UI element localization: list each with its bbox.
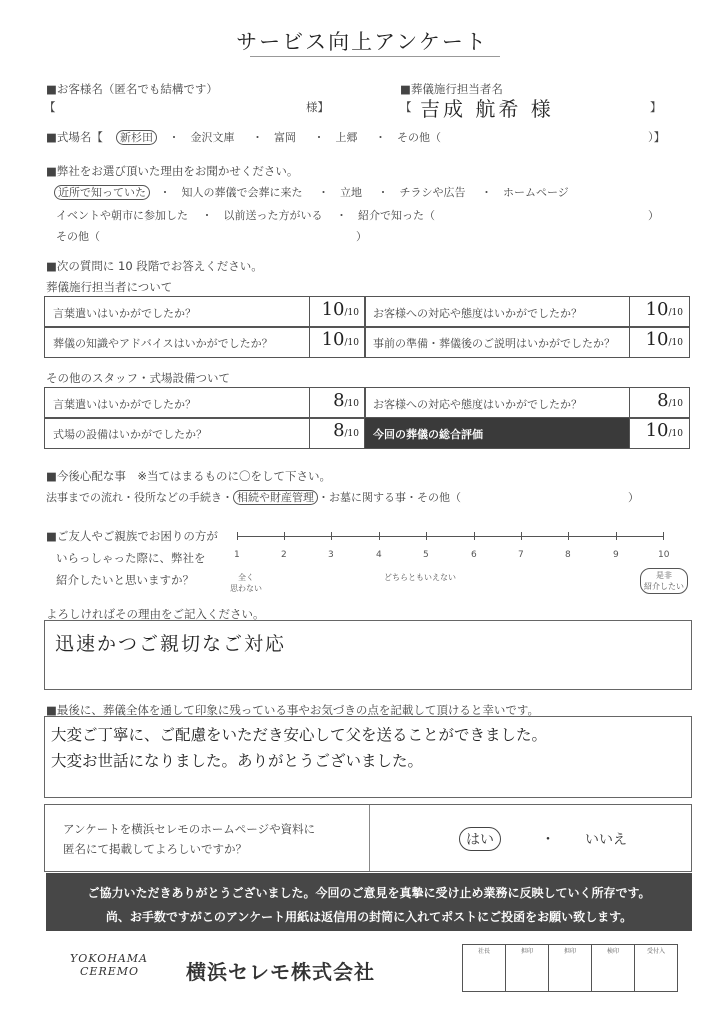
rating-row [44,387,366,419]
concerns-close: ） [628,491,639,504]
rating-score: 8/10 [657,390,683,411]
publish-q2: 匿名にて掲載してよろしいですか？ [63,842,247,856]
concerns-options [46,489,461,505]
hall-option: ・ その他（ [375,131,441,144]
publish-box [44,804,692,872]
scale-low-label: 全く 思わない [230,573,262,593]
reason-option: ・ 紹介で知った（ [336,209,435,222]
reason-option: ・ 立地 [318,186,362,199]
banner-line2: 尚、お手数ですがこのアンケート用紙は返信用の封筒に入れてポストにご投函をお願い致します。 [105,910,633,924]
impression-line2: 大変お世話になりました。ありがとうございました。 [51,752,424,770]
customer-bracket: 【 [44,100,56,114]
rating-question: 葬儀の知識やアドバイスはいかがでしたか？ [53,337,273,350]
recommend-q3: 紹介したいと思いますか？ [56,573,194,587]
reason-option: イベントや朝市に参加した [56,209,188,222]
thanks-banner [46,873,692,931]
publish-no: いいえ [585,832,627,848]
rating-row [364,326,690,358]
reason-box-label: よろしければその理由をご記入ください。 [46,607,265,621]
staff-name: 吉成 航希 様 [420,97,554,121]
rating-question: 言葉遣いはいかがでしたか？ [53,307,196,320]
stamp-box: 社長 [463,945,506,992]
reason-option: ・ チラシや広告 [377,186,466,199]
reason-label: ■弊社をお選び頂いた理由をお聞かせください。 [46,164,299,178]
concern-option: ・お墓に関する事・その他（ [318,491,461,504]
hall-options [116,129,441,145]
reason-option-selected: 近所で知っていた [54,185,150,200]
staff-section-title: 葬儀施行担当者について [46,280,173,294]
customer-sama: 様】 [306,100,329,114]
page-title: サービス向上アンケート [236,30,488,54]
hall-close: ）】 [648,130,666,144]
stamp-boxes [462,944,678,992]
rating-question: 言葉遣いはいかがでしたか？ [53,398,196,411]
reason-box-text: 迅速かつご親切なご対応 [55,633,287,655]
staff-label: ■葬儀施行担当者名 [400,82,503,96]
rating-row [44,326,366,358]
rating-score: 10/10 [321,299,359,320]
stamp-box: 担印 [506,945,549,992]
reason-box [44,620,692,690]
scale-mid-label: どちらともいえない [384,573,456,582]
impression-label: ■最後に、葬儀全体を通して印象に残っている事やお気づきの点を記載して頂けると幸いです。 [46,703,539,717]
rating-question: お客様への対応や態度はいかがでしたか？ [373,307,582,320]
recommend-q1: ■ご友人やご親族でお困りの方が [46,529,218,543]
rating-row-overall [364,417,690,449]
recommend-scale [237,536,663,537]
rating-row [364,387,690,419]
rating-row [364,296,690,328]
overall-score: 10/10 [645,420,683,441]
company-name: 横浜セレモ株式会社 [186,960,375,984]
rating-score: 8/10 [333,420,359,441]
publish-yes-selected: はい [459,827,501,851]
publish-q1: アンケートを横浜セレモのホームページや資料に [63,822,316,836]
banner-line1: ご協力いただきありがとうございました。今回のご意見を真摯に受け止め業務に反映していく所存です。 [87,886,651,900]
reason-line1 [54,184,569,200]
reason-other-close: ） [356,230,367,243]
recommend-scale-numbers: 1 2 3 4 5 6 7 8 9 10 [234,550,670,560]
hall-option: ・ 上郷 [313,131,358,144]
hall-option: ・ 金沢文庫 [168,131,235,144]
stamp-box: 担印 [549,945,592,992]
hall-option: ・ 富岡 [252,131,296,144]
rating-question: 式場の設備はいかがでしたか？ [53,428,207,441]
rating-question: 事前の準備・葬儀後のご説明はいかがでしたか？ [373,337,615,350]
rating-row [44,296,366,328]
rating-score: 10/10 [645,329,683,350]
staff-bracket-close: 】 [650,100,662,114]
other-section-title: その他のスタッフ・式場設備ついて [46,371,230,385]
customer-label: ■お客様名（匿名でも結構です） [46,82,218,96]
reason-option: ・ 知人の葬儀で会葬に来た [159,186,303,199]
concerns-label: ■今後心配な事 ※当てはまるものに〇をして下さい。 [46,469,331,483]
reason-other: その他（ [56,230,100,243]
concern-option: 法事までの流れ・役所などの手続き・ [46,491,233,504]
reason-option: ・ ホームページ [481,186,569,199]
concern-option-selected: 相続や財産管理 [233,490,318,505]
rating-question: お客様への対応や態度はいかがでしたか？ [373,398,582,411]
impression-box [44,716,692,798]
rating-score: 8/10 [333,390,359,411]
reason-option: ・ 以前送った方がいる [201,209,323,222]
impression-line1: 大変ご丁寧に、ご配慮をいただき安心して父を送ることができました。 [51,726,548,744]
reason-line2-close: ） [648,209,659,222]
company-logo: YOKOHAMA CEREMO [70,952,148,978]
staff-bracket-open: 【 [400,100,412,114]
rating-intro: ■次の質問に 10 段階でお答えください。 [46,259,263,273]
overall-question: 今回の葬儀の総合評価 [373,428,483,441]
title-underline [250,56,500,57]
stamp-box: 受付入 [635,945,678,992]
scale-high-label-selected: 是非 紹介したい [640,568,688,594]
hall-option-selected: 新杉田 [116,130,157,145]
rating-score: 10/10 [321,329,359,350]
recommend-q2: いらっしゃった際に、弊社を [56,551,206,565]
stamp-box: 検印 [592,945,635,992]
publish-dot: ・ [541,832,555,848]
hall-label: ■式場名【 [46,130,103,144]
reason-line2 [56,207,435,223]
rating-score: 10/10 [645,299,683,320]
rating-row [44,417,366,449]
